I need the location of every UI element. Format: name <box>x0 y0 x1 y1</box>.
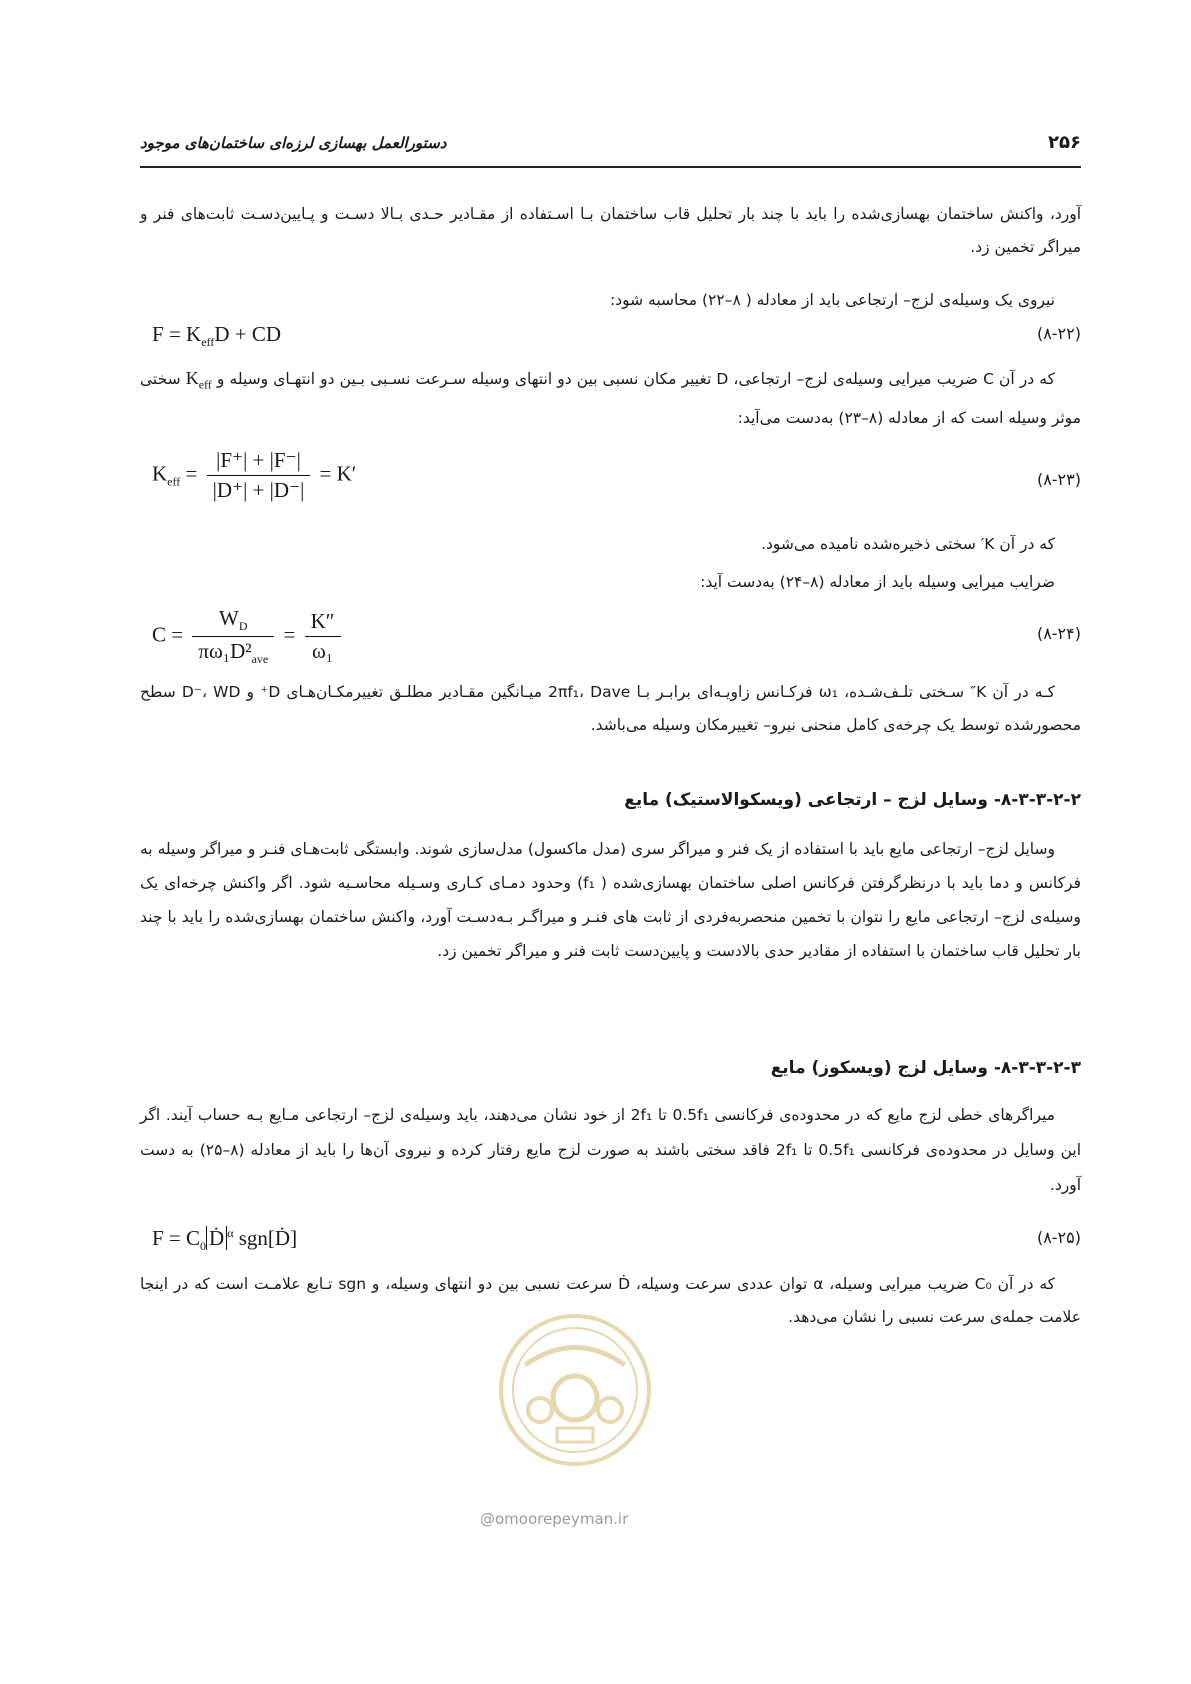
paragraph-storage-stiffness: که در آن K′ سختی ذخیره‌شده نامیده می‌شود. <box>761 535 1055 553</box>
equation-23-fraction: $\frac{|F^+| + |F^-|}{|D^+| + |D^-|}$ <box>207 448 311 503</box>
equation-22-number: (۸-۲۲) <box>1036 324 1081 343</box>
paragraph-intro-eq24: ضرایب میرایی وسیله باید از معادله (۸–۲۴) به‌دست آید: <box>700 573 1055 591</box>
running-title: دستورالعمل بهسازی لرزه‌ای ساختمان‌های موجود <box>140 134 447 152</box>
paragraph-eq25-definitions: که در آن C₀ ضریب میرایی وسیله، α توان عددی سرعت وسیله، Ḋ سرعت نسبی بین دو انتهای وسیله، و sgn تـابع علامـت است که در اینجا علامت جمله‌ی سرعت نسبی را نشان می‌دهد. <box>140 1275 1081 1326</box>
paragraph-intro-eq22: نیروی یک وسیله‌ی لزج– ارتجاعی باید از معادله ( ۸–۲۲) محاسبه شود: <box>610 291 1055 309</box>
equation-22-expression: $F = K_{eff}D$ + CD <box>152 322 281 350</box>
paragraph-continuation: آورد، واکنش ساختمان بهسازی‌شده را باید با چند بار تحلیل قاب ساختمان بـا اسـتفاده از مقـادیر حـدی بـالا دسـت و پـایین‌دسـت ثابت‌های فنر و میراگر تخمین زد. <box>140 205 1081 256</box>
inline-keff: $K_{eff}$ <box>185 368 212 392</box>
paragraph-eq22-definitions: که در آن C ضریب میرایی وسیله‌ی لزج– ارتجاعی، D تغییر مکان نسبی بین دو انتهای وسیله سـرعت نسـبی بـین دو انتهـای وسیله و $K_{eff}$ سختی موثر وسیله است که از معادله (۸–۲۳) به‌دست می‌آید: <box>140 368 1081 427</box>
equation-24 <box>140 606 1081 672</box>
equation-25-number: (۸-۲۵) <box>1036 1228 1081 1247</box>
equation-23-expression: $K_{eff}$ = $\frac{|F^+| + |F^-|}{|D^+| + |D^-|}$ = K′ <box>152 448 357 502</box>
watermark-seal-icon <box>495 1310 655 1470</box>
equation-22 <box>140 322 1081 362</box>
page-header <box>140 132 1081 162</box>
equation-25-expression: $F = C_0$ Ḋ $^\alpha$ sgn[Ḋ] <box>152 1226 298 1254</box>
equation-24-fraction-1: $\frac{W_D}{\pi\omega_1D^2_{ave}}$ <box>192 606 274 667</box>
watermark-url: @omoorepeyman.ir <box>480 1510 629 1528</box>
paragraph-eq24-definitions: کـه در آن K″ سـختی تلـف‌شـده، ω₁ فرکـانس زاویـه‌ای برابـر بـا 2πf₁، Dave میـانگین مقـادیر مطلـق تغییرمکـان‌هـای D⁺ و D⁻، WD سطح محصورشده توسط یک چرخه‌ی کامل منحنی نیرو– تغییرمکان وسیله می‌باشد. <box>140 683 1081 734</box>
paragraph-viscous: میراگرهای خطی لزج مایع که در محدوده‌ی فرکانسی 0.5f₁ تا 2f₁ از خود نشان می‌دهند، باید وسیله‌ی لزج– ارتجاعی مـایع بـه حساب آیند. اگر این وسایل در محدوده‌ی فرکانسی 0.5f₁ تا 2f₁ فاقد سختی باشند به صورت لزج مایع رفتار کرده و نیروی آن‌ها را باید از معادله (۸–۲۵) به دست آورد. <box>140 1106 1081 1194</box>
section-heading-viscous: ۸-۳-۳-۲-۳- وسایل لزج (ویسکوز) مایع <box>770 1058 1081 1078</box>
equation-24-number: (۸-۲۴) <box>1036 624 1081 643</box>
equation-23 <box>140 448 1081 518</box>
equation-24-fraction-2: $\frac{K''}{\text{ω₁}}$ <box>305 609 341 664</box>
equation-25 <box>140 1226 1081 1266</box>
header-rule <box>140 166 1081 168</box>
equation-23-number: (۸-۲۳) <box>1036 470 1081 489</box>
equation-24-expression: C = $\frac{W_D}{\pi\omega_1D^2_{ave}}$ = $\frac{K''}{\text{ω₁}}$ <box>152 606 345 667</box>
page-number: ۲۵۶ <box>1048 132 1081 153</box>
paragraph-viscoelastic: وسایل لزج– ارتجاعی مایع باید با استفاده از یک فنر و میراگر سری (مدل ماکسول) مدل‌سازی شوند. وابستگی ثابت‌هـای فنـر و میراگر وسیله به فرکانس و دما باید با درنظرگرفتن فرکانس اصلی ساختمان بهسازی‌شده ( f₁) وحدود دمـای کـاری وسـیله محاسـبه شود. اگر واکنش چرخه‌ای یک وسیله‌ی لزج– ارتجاعی مایع را نتوان با تخمین منحصربه‌فردی از ثابت های فنـر و میراگـر بـه‌دسـت آورد، واکنش ساختمان بهسازی‌شده را باید با چند بار تحلیل قاب ساختمان با استفاده از مقادیر حدی بالادست و پایین‌دست ثابت فنر و میراگر تخمین زد. <box>140 840 1081 960</box>
section-heading-viscoelastic: ۸-۳-۳-۲-۲- وسایل لزج – ارتجاعی (ویسکوالاستیک) مایع <box>624 790 1081 810</box>
